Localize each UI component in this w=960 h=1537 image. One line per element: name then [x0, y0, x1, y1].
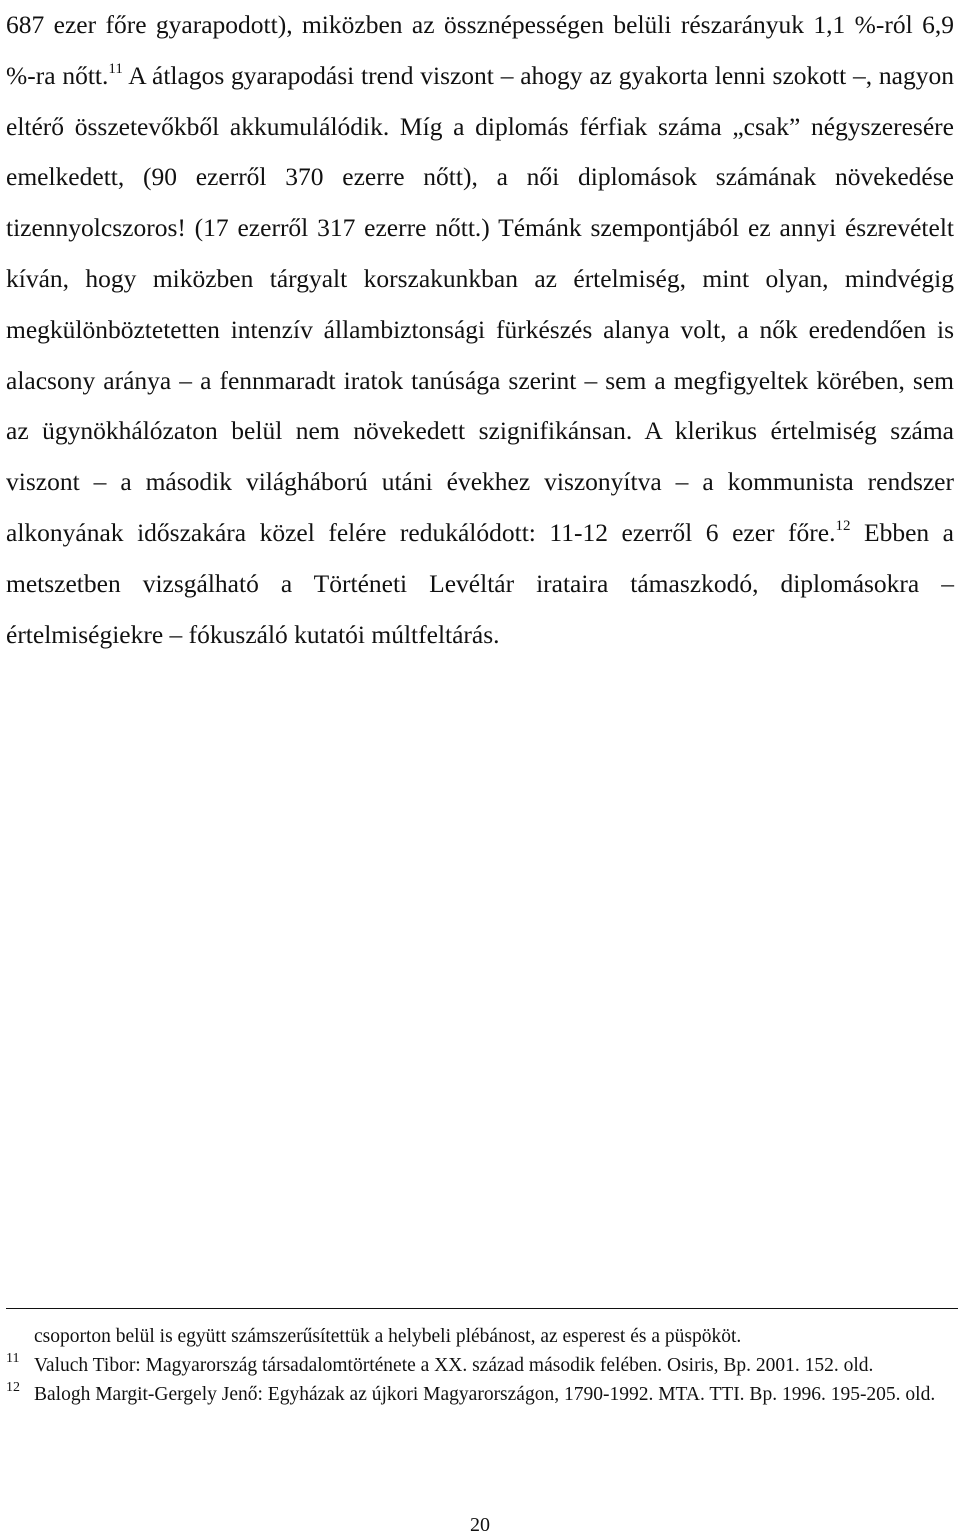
paragraph-text-part-1: 687 ezer főre gyarapodott), miközben az össznépességen belüli részarányuk 1,1 %-ról 6,9 %-ra nőtt.	[6, 10, 954, 90]
footnote-ref-12[interactable]: 12	[835, 517, 851, 534]
footnote-continuation: csoporton belül is együtt számszerűsítettük a helybeli plébánost, az esperest és a püspököt.	[34, 1326, 742, 1347]
footnote-12	[6, 1380, 954, 1409]
paragraph-text-part-2: A átlagos gyarapodási trend viszont – ahogy az gyakorta lenni szokott –, nagyon eltérő összetevőkből akkumulálódik. Míg a diplomás férfiak száma „csak” négyszeresére emelkedett, (90 ezerről 370 ezerre nőtt), a női diplomások számának növekedése tizennyolcszoros! (17 ezerről 317 ezerre nőtt.) Témánk szempontjából ez annyi észrevételt kíván, hogy miközben tárgyalt korszakunkban az értelmiség, mint olyan, mindvégig megkülönböztetetten intenzív állambiztonsági fürkészés alanya volt, a nők eredendően is alacsony aránya – a fennmaradt iratok tanúsága szerint – sem a megfigyeltek körében, sem az ügynökhálózaton belül nem növekedett szignifikánsan. A klerikus értelmiség száma viszont – a második világháború utáni évekhez viszonyítva – a kommunista rendszer alkonyának időszakára közel felére redukálódott: 11-12 ezerről 6 ezer főre.	[6, 60, 954, 547]
footnote-ref-11[interactable]: 11	[108, 60, 123, 77]
footnotes-section	[6, 1322, 954, 1409]
footnote-text-12: Balogh Margit-Gergely Jenő: Egyházak az újkori Magyarországon, 1790-1992. MTA. TTI. Bp. 1996. 195-205. old.	[34, 1384, 936, 1405]
page-number: 20	[470, 1514, 490, 1536]
footnote-separator	[6, 1308, 958, 1309]
footnote-11	[6, 1351, 954, 1380]
footnote-number-12: 12	[6, 1380, 20, 1395]
footnote-number-11: 11	[6, 1351, 20, 1366]
footnote-text-11: Valuch Tibor: Magyarország társadalomtörténete a XX. század második felében. Osiris, Bp. 2001. 152. old.	[34, 1355, 874, 1376]
main-paragraph	[6, 0, 954, 660]
paragraph-text-part-3: Ebben a metszetben vizsgálható a Történeti Levéltár irataira támaszkodó, diplomásokra – értelmiségiekre – fókuszáló kutatói múltfeltárás.	[6, 517, 954, 649]
